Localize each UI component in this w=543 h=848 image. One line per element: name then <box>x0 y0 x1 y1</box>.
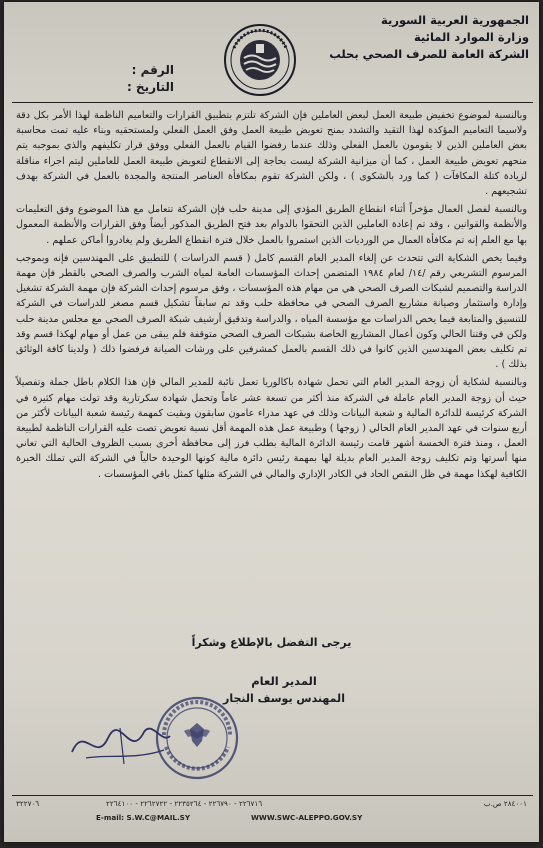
closing-line: يرجى التفضل بالإطلاع وشكراً <box>191 636 352 649</box>
paragraph-studies-section: وفيما يخص الشكاية التي تتحدث عن إلغاء المدير العام القسم كامل ( قسم الدراسات ) للتطبيق على المهندسين فإنه وبموجب المرسوم التشريعي رقم /١٤/ لعام ١٩٨٤ المتضمن إحداث المؤسسات العامة لمياه الشرب والصرف الصحي بالقطر فإن مهمة الدراسة والتصميم لشبكات الصرف الصحي هي من مهام هذه المؤسسات ، وفق مرسوم إحداث الشركة فإن مهمة الشركة تشغيل وإدارة واستثمار وصيانة مشاريع الصرف الصحي في محافظة حلب وقد تم سابقاً تشكيل قسم مصغر للدراسات في الشركة للتنسيق والمتابعة فيما يخص الدراسات مع مؤسسة المياه ، والدراسة وتدقيق أرشيف شبكة الصرف الصحي مع مجلس مدينة حلب ولكن في وقتنا الحالي وكون أعمال المشاريع الخاصة بشبكات الصرف الصحي متوقفة فلم يبقى من عمل أو مهام لهكذا قسم وقد تم تكليف بعض المهندسين الذين كانوا في ذلك القسم بالعمل كمشرفين على ورشات الصيانة فرفضوا ذلك ( ولدينا كافة الوثائق بذلك ) . <box>16 252 528 371</box>
footer-website[interactable]: WWW.SWC-ALEPPO.GOV.SY <box>251 813 363 822</box>
handwritten-signature <box>66 714 176 774</box>
paragraph-workers-dismissal: وبالنسبة لفصل العمال مؤخراً أثناء انقطاع الطريق المؤدي إلى مدينة حلب فإن الشركة تتعامل مع هذا الموضوع وفق التعليمات والأنظمة والقوانين ، وقد تم إعادة العاملين الذين التحقوا بالدوام بعد فتح الطريق المذكور أيضاً وفق القرارات والأنظمة المعمول بها مع العلم إنه تم مكافأة العمال من الورديات الذين استمروا بالعمل خلال فترة انقطاع الطريق ولم يغادروا أماكن عملهم . <box>16 204 527 246</box>
reference-number-label: الرقم : <box>131 63 174 77</box>
paragraph-work-nature: وبالنسبة لموضوع تخفيض طبيعة العمل لبعض العاملين فإن الشركة تلتزم بتطبيق القرارات والتعاميم الناظمة لهذا الأمر بكل دقة ولاسيما التعاميم المؤكدة لهذا التقيد والتشدد بمنح تعويض طبيعة العمل وفق العمل الفعلي ولمستحقيه وبناء عليه تمت محاسبة بعض العاملين الذين لا يقومون بالعمل الفعلي وذلك عندما رفضوا القيام بالعمل الفعلي ووفق قرار تكليفهم والذي بموجبه يتم منحهم تعويض طبيعة العمل ، كما أن ميزانية الشركة ليست بحاجة إلى الانقطاع لتعويض طبيعة العمل للعاملين ليتم اجراء مناقلة لزيادة كتلة المكافآت ( كما ورد بالشكوى ) ، ولكن الشركة تقوم بمكافأة العناصر المنتجة والمجدة بالعمل في الشركة بهدف تشجيعهم . <box>16 110 527 198</box>
signatory-title: المدير العام <box>251 674 317 688</box>
letterhead-country: الجمهورية العربية السورية <box>381 13 529 27</box>
footer-divider <box>12 795 533 796</box>
header-divider <box>12 102 533 103</box>
footer-phones: ٢٢٦٧١٦ - ٢٢٦٧٩٠ - ٢٢٣٥٢٦٤ - ٢٢٦٢٧٢٢ - ٢٢٦٤١٠٠ <box>106 799 263 808</box>
letterhead-company: الشركة العامة للصرف الصحي بحلب <box>329 47 529 61</box>
footer-corner-right: ٢٨٤٠٠١ ص.ب <box>483 799 527 808</box>
footer-email[interactable]: E-mail: S.W.C@MAIL.SY <box>96 813 191 822</box>
letterhead <box>329 12 529 63</box>
company-logo <box>222 22 298 98</box>
paragraph-manager-wife: وبالنسبة لشكاية أن زوجة المدير العام التي تحمل شهادة باكالوريا تعمل نائبة للمدير المالي فإن هذا الكلام باطل جملة وتفصيلاً حيث أن زوجة المدير العام عاملة في الشركة منذ أكثر من تسعة عشر عاماً وتحمل شهادة سكرتارية وقد تولت مهام كثيرة في الشركة كرئيسة للدائرة المالية و شعبة البيانات وذلك في عهد مدراء عامون سابقون وبقيت كمهمة رئيسة شعبة البيانات لأكثر من أربع سنوات في عهد المدير العام الحالي ( زوجها ) وطبيعة عمل هذه المهمة أقل نسبة تعويض تصت عليه القرارات الناظمة لطبيعة العمل ، ومنذ فترة الخمسة أشهر قامت رئيسة الدائرة المالية بطلب فرز إلى محافظة أخرى بسبب الظروف الحالية التي تعاني منها أسرتها وتم تكليف زوجة المدير العام بديلة لها بمهمة رئيس دائرة مالية كونها الوحيدة حالياً في الشركة التي تملك الخبرة الكافية لهكذا مهمة في ظل النقص الحاد في الكادر الإداري والمالي في الشركة مثلها كمثل باقي المؤسسات . <box>16 377 527 480</box>
letter-body <box>16 108 527 485</box>
reference-block <box>64 62 174 96</box>
footer-corner-left: ٣٢٢٧٠٦ <box>16 799 40 808</box>
signatory-name: المهندس يوسف النجار <box>223 692 345 705</box>
date-label: التاريخ : <box>126 80 174 94</box>
letterhead-ministry: وزارة الموارد المائية <box>413 30 529 44</box>
letter-page <box>4 2 539 842</box>
